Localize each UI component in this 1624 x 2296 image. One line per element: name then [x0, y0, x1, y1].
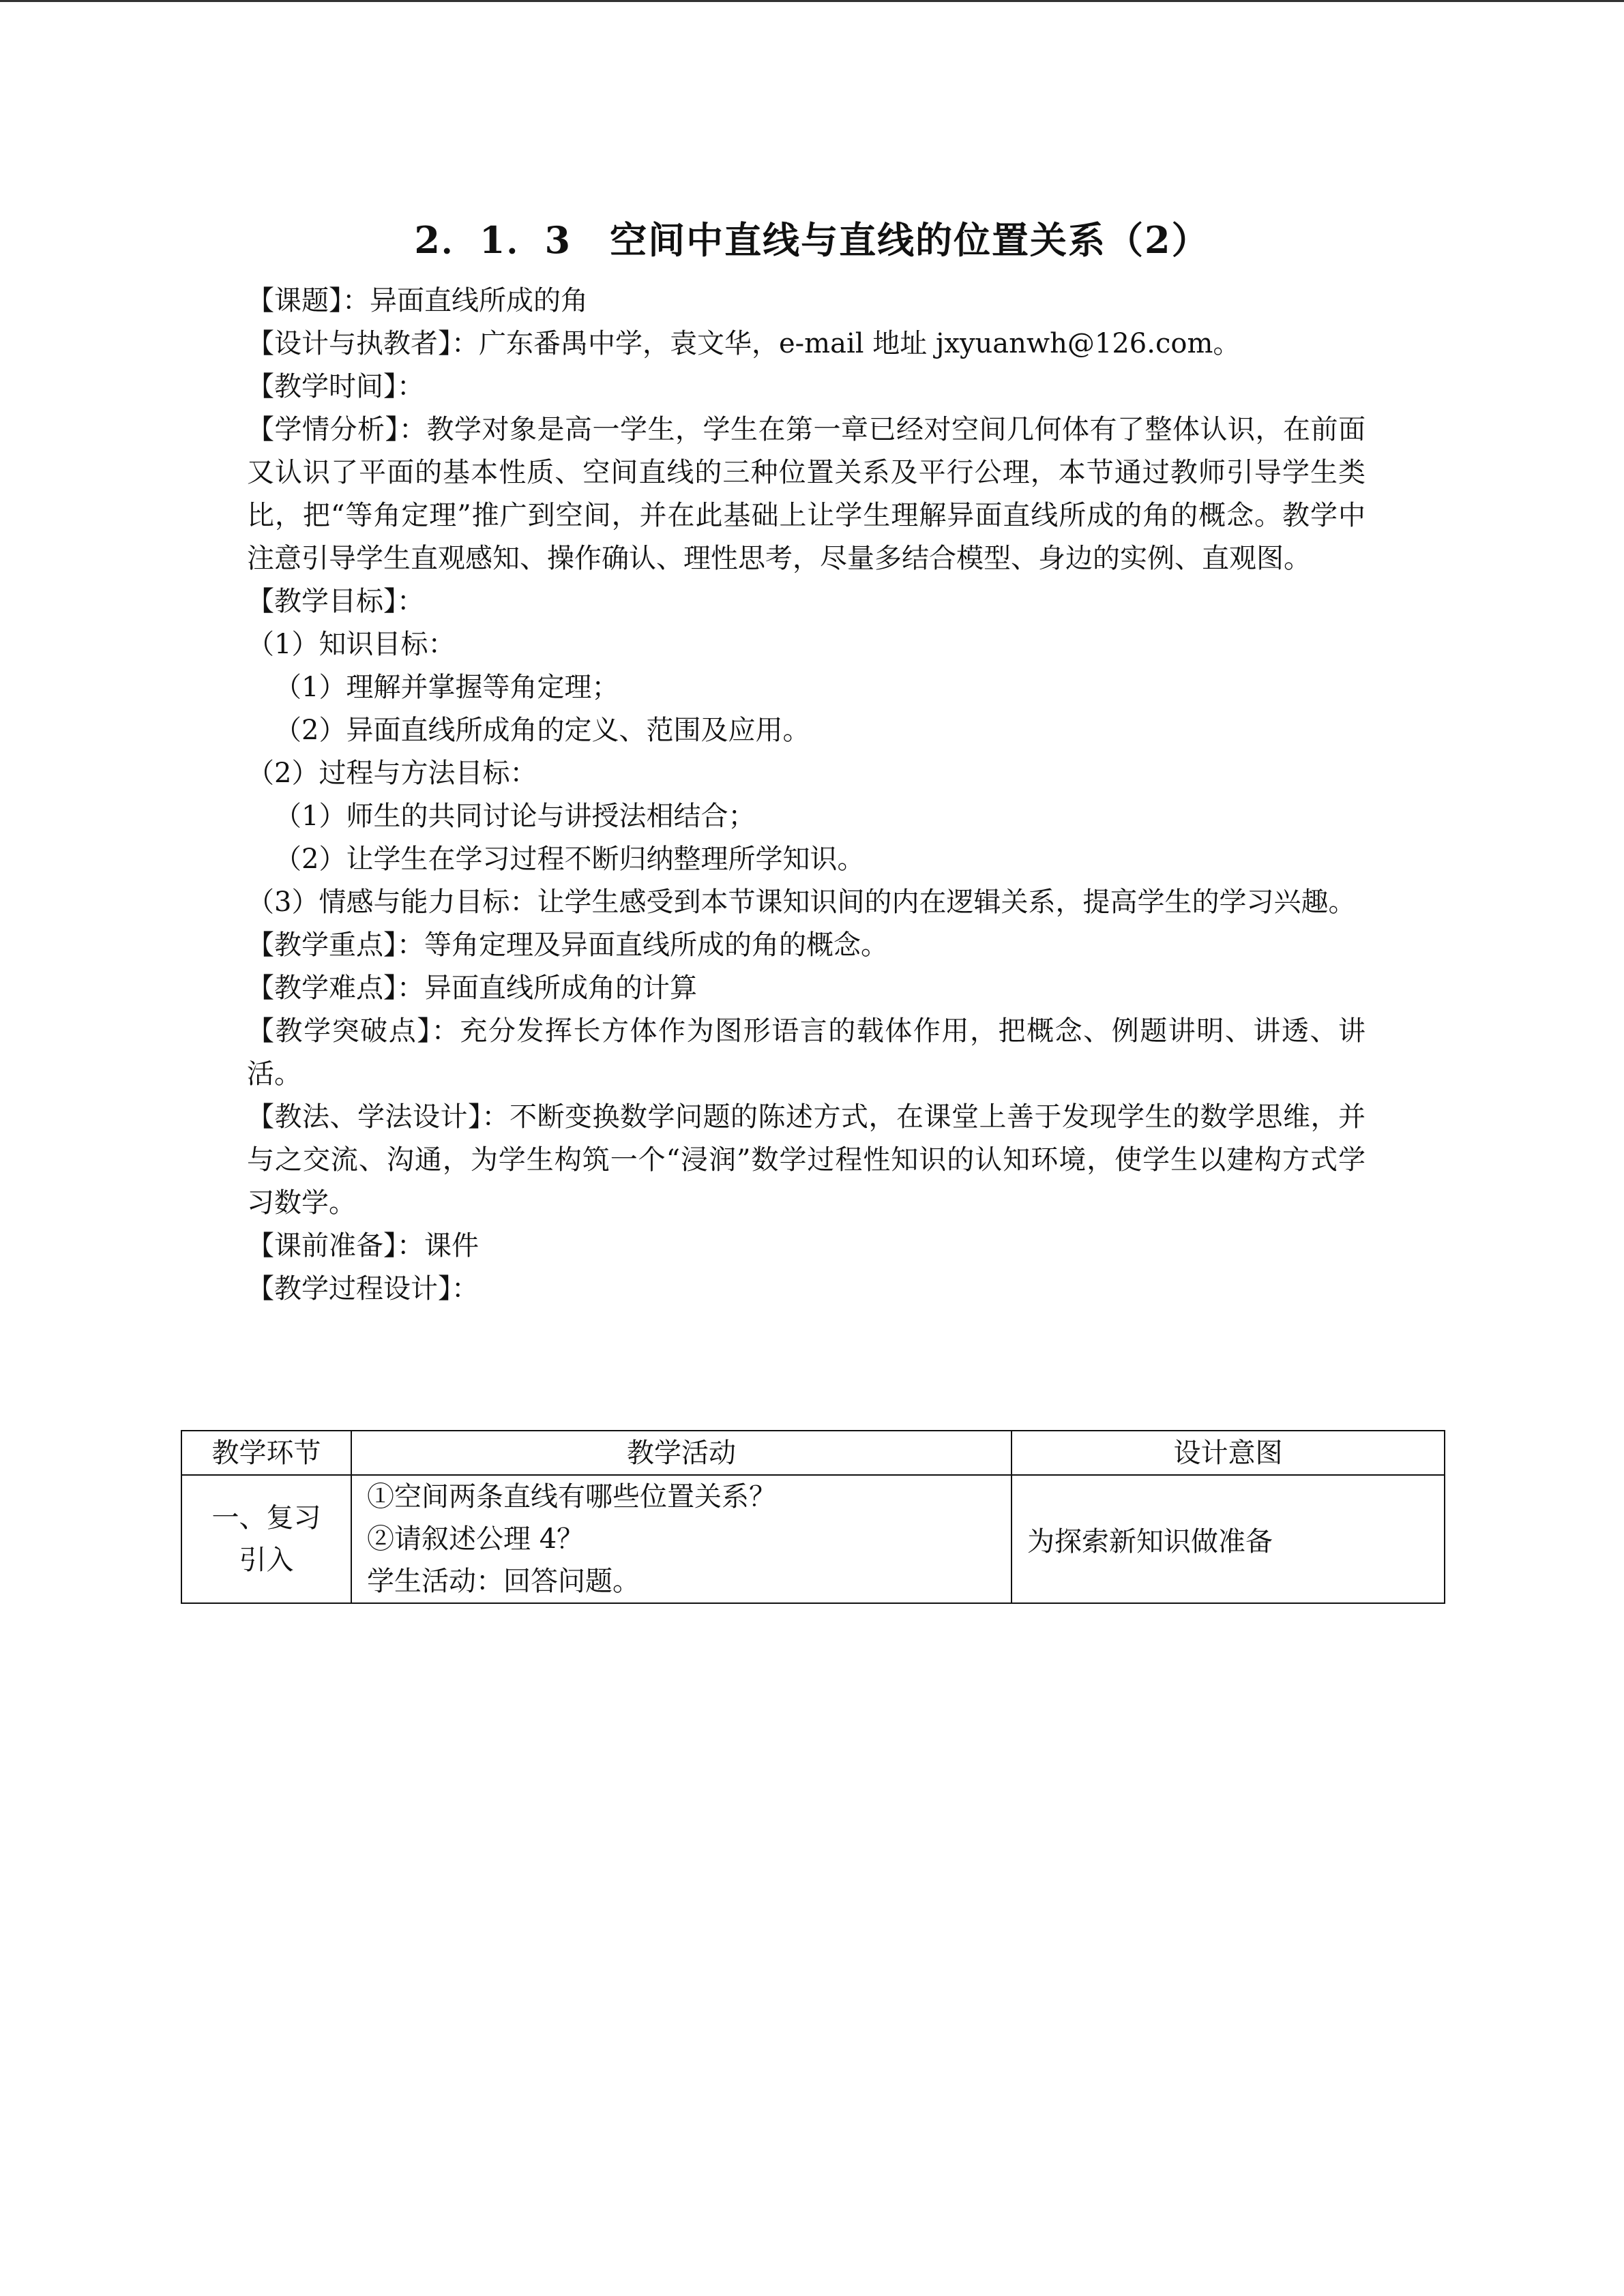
breakthrough-label: 【教学突破点】： [247, 1015, 460, 1047]
method-paragraph [247, 1096, 1365, 1225]
breakthrough-value: 充分发挥长方体作为图形语言的载体作用，把概念、例题讲明、讲透、讲活。 [247, 1015, 1366, 1090]
table-header-row [181, 1431, 1445, 1475]
objectives-heading: 【教学目标】： [247, 586, 424, 617]
table-row [181, 1475, 1445, 1603]
designer-value: 广东番禺中学，袁文华，e-mail 地址 jxyuanwh@126.com。 [479, 328, 1241, 359]
prep-line [247, 1225, 1365, 1268]
process-objectives-heading: （2）过程与方法目标： [247, 758, 537, 789]
analysis-value: 教学对象是高一学生，学生在第一章已经对空间几何体有了整体认识，在前面又认识了平面的基本性质、空间直线的三种位置关系及平行公理，本节通过教师引导学生类比，把“等角定理”推广到空间，并在此基础上让学生理解异面直线所成的角的概念。教学中注意引导学生直观感知、操作确认、理性思考，尽量多结合模型、身边的实例、直观图。 [247, 414, 1365, 574]
time-label: 【教学时间】： [247, 371, 424, 402]
designer-line [247, 323, 1365, 366]
difficulty-value: 异面直线所成角的计算 [424, 972, 697, 1004]
breakthrough-paragraph [247, 1010, 1365, 1096]
prep-label: 【课前准备】： [247, 1230, 424, 1262]
activity-line: 学生活动：回答问题。 [367, 1566, 640, 1597]
difficulty-label: 【教学难点】： [247, 972, 424, 1004]
prep-value: 课件 [424, 1230, 479, 1262]
process-design-heading: 【教学过程设计】： [247, 1273, 479, 1304]
stage-cell [181, 1475, 351, 1603]
knowledge-objective-item: （1）理解并掌握等角定理； [274, 672, 619, 703]
topic-label: 【课题】： [247, 285, 370, 316]
designer-label: 【设计与执教者】： [247, 328, 479, 359]
header-intent: 设计意图 [1012, 1431, 1445, 1475]
method-value: 不断变换数学问题的陈述方式，在课堂上善于发现学生的数学思维，并与之交流、沟通，为学生构筑一个“浸润”数学过程性知识的认知环境，使学生以建构方式学习数学。 [247, 1101, 1365, 1219]
knowledge-objective-item: （2）异面直线所成角的定义、范围及应用。 [274, 715, 810, 746]
process-objective-item: （2）让学生在学习过程不断归纳整理所学知识。 [274, 844, 865, 875]
knowledge-objectives-heading: （1）知识目标： [247, 629, 456, 660]
time-line [247, 366, 1365, 408]
header-stage: 教学环节 [181, 1431, 351, 1475]
method-label: 【教法、学法设计】： [247, 1101, 510, 1133]
teaching-process-table [181, 1430, 1445, 1604]
focus-line [247, 924, 1365, 967]
activity-line: ②请叙述公理 4？ [367, 1523, 585, 1555]
page-title: 2．1．3 空间中直线与直线的位置关系（2） [414, 218, 1210, 262]
topic-value: 异面直线所成的角 [370, 285, 588, 316]
difficulty-line [247, 967, 1365, 1010]
activity-line: ①空间两条直线有哪些位置关系？ [367, 1481, 776, 1512]
focus-value: 等角定理及异面直线所成的角的概念。 [424, 929, 888, 961]
lesson-plan-body [247, 280, 1365, 1311]
header-activity: 教学活动 [351, 1431, 1012, 1475]
analysis-label: 【学情分析】： [247, 414, 427, 445]
emotion-objectives-paragraph: （3）情感与能力目标：让学生感受到本节课知识间的内在逻辑关系，提高学生的学习兴趣。 [247, 886, 1356, 918]
stage-line: 一、复习 [211, 1502, 321, 1534]
stage-line: 引入 [239, 1545, 294, 1576]
process-objective-item: （1）师生的共同讨论与讲授法相结合； [274, 801, 756, 832]
intent-cell: 为探索新知识做准备 [1012, 1475, 1445, 1603]
focus-label: 【教学重点】： [247, 929, 424, 961]
activity-cell [351, 1475, 1012, 1603]
analysis-paragraph [247, 408, 1365, 580]
topic-line [247, 280, 1365, 323]
